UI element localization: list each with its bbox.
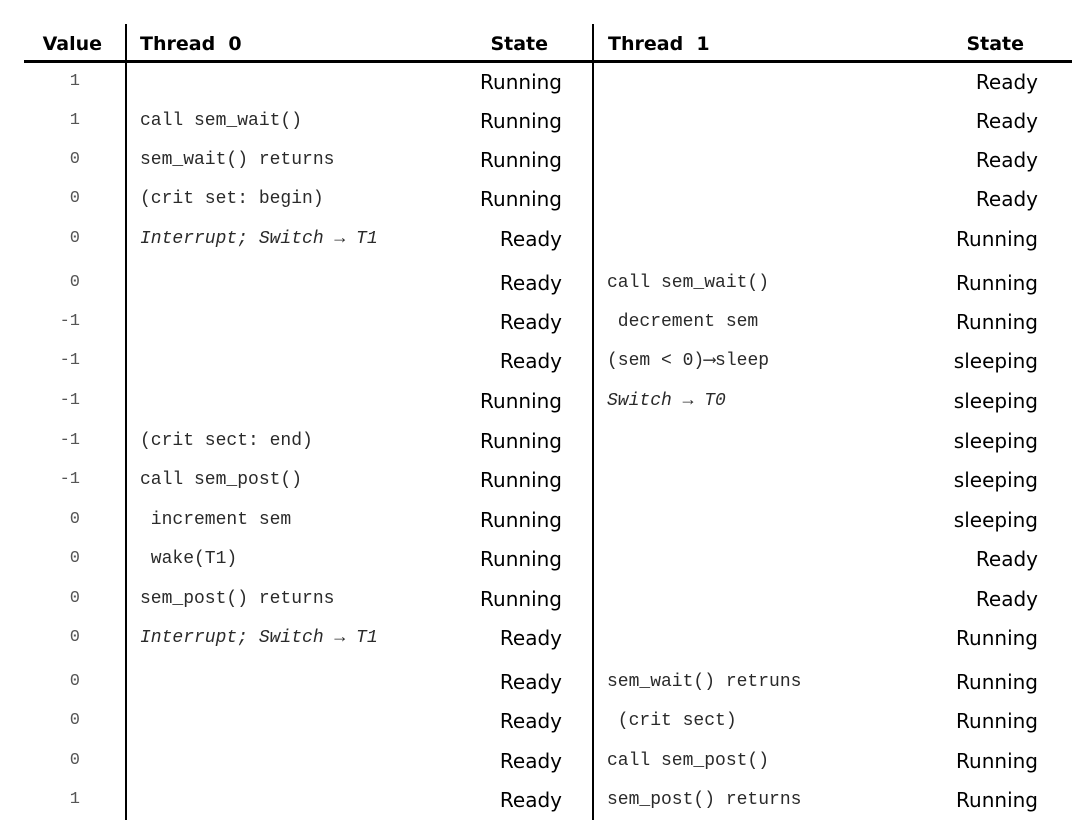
thread-1-cell: sem_wait() retruns [607, 672, 802, 692]
state-0-cell: Ready [499, 227, 562, 251]
table-row [0, 703, 1084, 739]
header-state-1: State [966, 33, 1024, 55]
state-0-cell: Running [480, 429, 562, 453]
state-0-cell: Ready [499, 670, 562, 694]
table-row [0, 664, 1084, 700]
state-1-cell: sleeping [953, 508, 1038, 532]
value-cell: -1 [59, 312, 80, 331]
value-cell: 0 [69, 273, 80, 292]
thread-0-cell: Interrupt; Switch → T1 [140, 229, 378, 249]
table-row [0, 103, 1084, 139]
thread-1-cell: (crit sect) [607, 711, 737, 731]
value-cell: -1 [59, 431, 80, 450]
thread-0-cell: Interrupt; Switch → T1 [140, 628, 378, 648]
state-0-cell: Running [480, 508, 562, 532]
thread-0-cell: sem_post() returns [140, 589, 335, 609]
table-row [0, 265, 1084, 301]
value-cell: 0 [69, 751, 80, 770]
state-1-cell: Ready [975, 587, 1038, 611]
state-1-cell: Running [956, 310, 1038, 334]
state-0-cell: Running [480, 587, 562, 611]
thread-1-cell: Switch → T0 [607, 391, 726, 411]
thread-0-cell: increment sem [140, 510, 292, 530]
table-row [0, 462, 1084, 498]
state-1-cell: sleeping [953, 429, 1038, 453]
state-1-cell: Ready [975, 187, 1038, 211]
header-thread-1: Thread 1 [608, 33, 710, 55]
table-row [0, 181, 1084, 217]
state-0-cell: Ready [499, 788, 562, 812]
state-0-cell: Running [480, 70, 562, 94]
value-cell: 0 [69, 189, 80, 208]
value-cell: -1 [59, 470, 80, 489]
value-cell: 0 [69, 549, 80, 568]
table-row [0, 743, 1084, 779]
table-row [0, 221, 1084, 257]
thread-0-cell: call sem_wait() [140, 111, 303, 131]
header-state-0: State [490, 33, 548, 55]
state-0-cell: Running [480, 148, 562, 172]
state-0-cell: Ready [499, 349, 562, 373]
table-row [0, 64, 1084, 100]
state-1-cell: Ready [975, 547, 1038, 571]
value-cell: 0 [69, 628, 80, 647]
state-1-cell: Running [956, 271, 1038, 295]
value-cell: -1 [59, 351, 80, 370]
table-row [0, 423, 1084, 459]
thread-0-cell: call sem_post() [140, 470, 303, 490]
value-cell: -1 [59, 391, 80, 410]
state-0-cell: Running [480, 468, 562, 492]
state-1-cell: Running [956, 670, 1038, 694]
value-cell: 0 [69, 589, 80, 608]
state-0-cell: Ready [499, 626, 562, 650]
state-0-cell: Running [480, 109, 562, 133]
table-row [0, 142, 1084, 178]
value-cell: 1 [69, 790, 80, 809]
table-row [0, 581, 1084, 617]
state-0-cell: Running [480, 547, 562, 571]
state-1-cell: Running [956, 227, 1038, 251]
header-rule [24, 60, 1072, 63]
thread-1-cell: decrement sem [607, 312, 759, 332]
state-0-cell: Ready [499, 271, 562, 295]
thread-1-cell: (sem < 0)⟶sleep [607, 351, 770, 371]
table-row [0, 782, 1084, 818]
value-cell: 0 [69, 510, 80, 529]
value-cell: 0 [69, 229, 80, 248]
table-row [0, 343, 1084, 379]
state-1-cell: Running [956, 788, 1038, 812]
thread-1-cell: call sem_post() [607, 751, 770, 771]
table-row [0, 383, 1084, 419]
state-1-cell: sleeping [953, 468, 1038, 492]
thread-0-cell: sem_wait() returns [140, 150, 335, 170]
state-0-cell: Running [480, 389, 562, 413]
value-cell: 1 [69, 72, 80, 91]
thread-0-cell: (crit sect: end) [140, 431, 313, 451]
header-thread-0: Thread 0 [140, 33, 242, 55]
state-1-cell: Running [956, 709, 1038, 733]
state-0-cell: Ready [499, 709, 562, 733]
thread-0-cell: wake(T1) [140, 549, 238, 569]
state-1-cell: Running [956, 626, 1038, 650]
state-1-cell: Ready [975, 109, 1038, 133]
state-1-cell: Ready [975, 70, 1038, 94]
state-0-cell: Ready [499, 749, 562, 773]
thread-1-cell: sem_post() returns [607, 790, 802, 810]
state-1-cell: Ready [975, 148, 1038, 172]
table-row [0, 502, 1084, 538]
state-0-cell: Running [480, 187, 562, 211]
state-1-cell: sleeping [953, 349, 1038, 373]
state-1-cell: Running [956, 749, 1038, 773]
value-cell: 1 [69, 111, 80, 130]
thread-1-cell: call sem_wait() [607, 273, 770, 293]
value-cell: 0 [69, 672, 80, 691]
table-row [0, 541, 1084, 577]
thread-0-cell: (crit set: begin) [140, 189, 324, 209]
header-value: Value [42, 33, 102, 55]
value-cell: 0 [69, 711, 80, 730]
table-row [0, 620, 1084, 656]
value-cell: 0 [69, 150, 80, 169]
state-1-cell: sleeping [953, 389, 1038, 413]
state-0-cell: Ready [499, 310, 562, 334]
table-row [0, 304, 1084, 340]
